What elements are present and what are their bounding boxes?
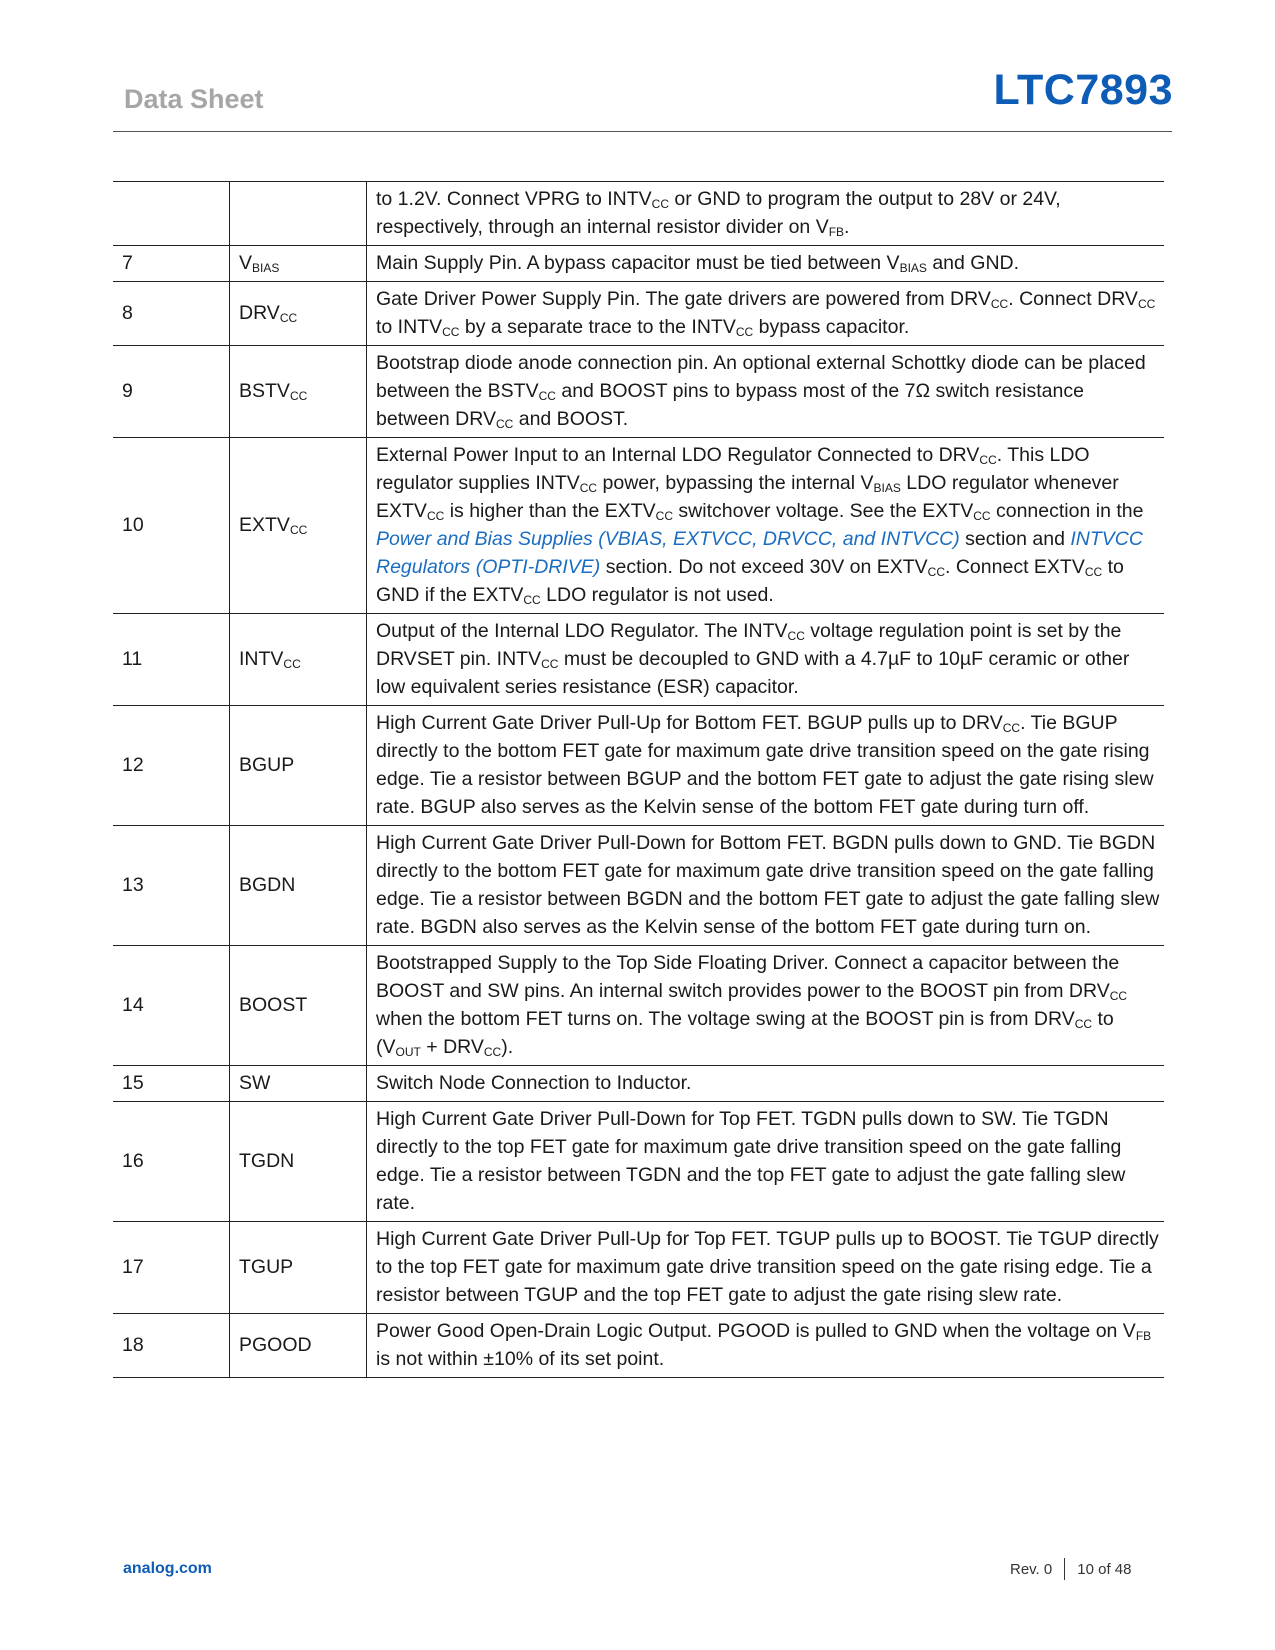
pin-row [113, 614, 1164, 706]
pin-name: TGDN [230, 1102, 367, 1222]
pin-row [113, 438, 1164, 614]
part-number: LTC7893 [993, 66, 1173, 114]
pin-row [113, 282, 1164, 346]
pin-number: 11 [113, 614, 230, 706]
revision-label: Rev. 0 [1010, 1560, 1053, 1578]
pin-name: $V_{BIAS}$ [230, 246, 367, 282]
pin-row [113, 1066, 1164, 1102]
header-divider [113, 131, 1172, 132]
pin-description: to 1.2V. Connect VPRG to $INTV_{CC}$ or GND to program the output to 28V or 24V, respectively, through an internal resistor divider on $V_{FB}$. [367, 182, 1165, 246]
pin-description: High Current Gate Driver Pull-Down for Top FET. TGDN pulls down to SW. Tie TGDN directly to the top FET gate for maximum gate drive transition speed on the gate falling edge. Tie a resistor between TGDN and the top FET gate to adjust the gate falling slew rate. [367, 1102, 1165, 1222]
pin-number: 13 [113, 826, 230, 946]
pin-description: Switch Node Connection to Inductor. [367, 1066, 1165, 1102]
pin-name: $INTV_{CC}$ [230, 614, 367, 706]
pin-name: BOOST [230, 946, 367, 1066]
pin-name: SW [230, 1066, 367, 1102]
pin-description: Power Good Open-Drain Logic Output. PGOOD is pulled to GND when the voltage on $V_{FB}$ is not within ±10% of its set point. [367, 1314, 1165, 1378]
pin-row [113, 1314, 1164, 1378]
pin-name: BGUP [230, 706, 367, 826]
pin-number: 14 [113, 946, 230, 1066]
pin-name: $EXTV_{CC}$ [230, 438, 367, 614]
pin-number: 8 [113, 282, 230, 346]
pin-row [113, 826, 1164, 946]
pin-name [230, 182, 367, 246]
pin-row [113, 1222, 1164, 1314]
pin-description: Bootstrap diode anode connection pin. An optional external Schottky diode can be placed between the $BSTV_{CC}$ and BOOST pins to bypass most of the 7Ω switch resistance between $DRV_{CC}$ and BOOST. [367, 346, 1165, 438]
pin-description: Output of the Internal LDO Regulator. The $INTV_{CC}$ voltage regulation point is set by the DRVSET pin. $INTV_{CC}$ must be decoupled to GND with a 4.7µF to 10µF ceramic or other low equivalent series resistance (ESR) capacitor. [367, 614, 1165, 706]
pin-description-table [113, 181, 1164, 1378]
pin-number: 7 [113, 246, 230, 282]
pin-number: 16 [113, 1102, 230, 1222]
document-title: Data Sheet [124, 84, 264, 114]
cross-reference-link[interactable]: Power and Bias Supplies (VBIAS, EXTVCC, DRVCC, and INTVCC) [376, 528, 960, 550]
pin-name: PGOOD [230, 1314, 367, 1378]
pin-row [113, 1102, 1164, 1222]
pin-name: $BSTV_{CC}$ [230, 346, 367, 438]
pin-description: High Current Gate Driver Pull-Down for Bottom FET. BGDN pulls down to GND. Tie BGDN directly to the bottom FET gate for maximum gate drive transition speed on the gate falling edge. Tie a resistor between BGDN and the bottom FET gate to adjust the gate falling slew rate. BGDN also serves as the Kelvin sense of the bottom FET gate during turn on. [367, 826, 1165, 946]
pin-name: BGDN [230, 826, 367, 946]
page-number: 10 of 48 [1077, 1560, 1132, 1578]
pin-number: 18 [113, 1314, 230, 1378]
pin-description: Bootstrapped Supply to the Top Side Floating Driver. Connect a capacitor between the BOOST and SW pins. An internal switch provides power to the BOOST pin from $DRV_{CC}$ when the bottom FET turns on. The voltage swing at the BOOST pin is from $DRV_{CC}$ to $(V_{OUT} + DRV_{CC})$. [367, 946, 1165, 1066]
pin-name: TGUP [230, 1222, 367, 1314]
pin-row [113, 182, 1164, 246]
pin-description: External Power Input to an Internal LDO Regulator Connected to $DRV_{CC}$. This LDO regulator supplies $INTV_{CC}$ power, bypassing the internal $V_{BIAS}$ LDO regulator whenever $EXTV_{CC}$ is higher than the $EXTV_{CC}$ switchover voltage. See the $EXTV_{CC}$ connection in the Power and Bias Supplies (VBIAS, EXTVCC, DRVCC, and INTVCC) section and INTVCC Regulators (OPTI-DRIVE) section. Do not exceed 30V on $EXTV_{CC}$. Connect $EXTV_{CC}$ to GND if the $EXTV_{CC}$ LDO regulator is not used. [367, 438, 1165, 614]
pin-number [113, 182, 230, 246]
pin-description: Main Supply Pin. A bypass capacitor must be tied between $V_{BIAS}$ and GND. [367, 246, 1165, 282]
pin-description: High Current Gate Driver Pull-Up for Bottom FET. BGUP pulls up to $DRV_{CC}$. Tie BGUP directly to the bottom FET gate for maximum gate drive transition speed on the gate rising edge. Tie a resistor between BGUP and the bottom FET gate to adjust the gate rising slew rate. BGUP also serves as the Kelvin sense of the bottom FET gate during turn off. [367, 706, 1165, 826]
pin-number: 9 [113, 346, 230, 438]
pin-number: 15 [113, 1066, 230, 1102]
pin-name: $DRV_{CC}$ [230, 282, 367, 346]
pin-row [113, 346, 1164, 438]
pin-description: High Current Gate Driver Pull-Up for Top FET. TGUP pulls up to BOOST. Tie TGUP directly to the top FET gate for maximum gate drive transition speed on the gate rising edge. Tie a resistor between TGUP and the top FET gate to adjust the gate rising slew rate. [367, 1222, 1165, 1314]
footer-page-info [1010, 1558, 1131, 1580]
footer-website-link[interactable]: analog.com [123, 1560, 212, 1577]
pin-row [113, 706, 1164, 826]
pin-number: 12 [113, 706, 230, 826]
cross-reference-link[interactable]: INTVCC Regulators (OPTI-DRIVE) [376, 528, 1143, 578]
footer-separator [1064, 1558, 1065, 1580]
pin-row [113, 246, 1164, 282]
pin-number: 17 [113, 1222, 230, 1314]
pin-number: 10 [113, 438, 230, 614]
pin-row [113, 946, 1164, 1066]
pin-description: Gate Driver Power Supply Pin. The gate drivers are powered from $DRV_{CC}$. Connect $DRV_{CC}$ to $INTV_{CC}$ by a separate trace to the $INTV_{CC}$ bypass capacitor. [367, 282, 1165, 346]
